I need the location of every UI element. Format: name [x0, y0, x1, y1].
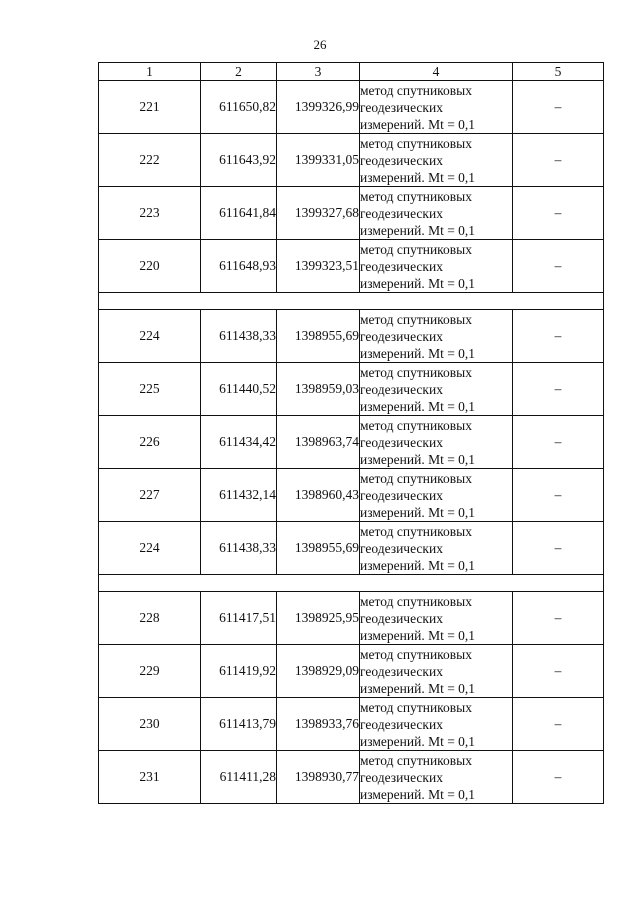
method-line: метод спутниковых — [360, 752, 472, 768]
coordinate-x-cell: 611648,93 — [201, 240, 277, 293]
coordinate-y-cell: 1398960,43 — [277, 469, 360, 522]
coordinate-y-cell: 1399331,05 — [277, 134, 360, 187]
method-line: метод спутниковых — [360, 699, 472, 715]
table-row — [99, 416, 604, 469]
coordinate-x-cell: 611438,33 — [201, 522, 277, 575]
coordinate-y-cell: 1398930,77 — [277, 751, 360, 804]
coordinate-y-cell: 1398925,95 — [277, 592, 360, 645]
coordinate-x-cell: 611411,28 — [201, 751, 277, 804]
note-cell: – — [513, 698, 604, 751]
point-number-cell: 230 — [99, 698, 201, 751]
header-col-4: 4 — [360, 63, 513, 81]
header-col-2: 2 — [201, 63, 277, 81]
method-line: геодезических — [360, 205, 443, 221]
table-row — [99, 134, 604, 187]
coordinate-x-cell: 611643,92 — [201, 134, 277, 187]
coordinate-x-cell: 611417,51 — [201, 592, 277, 645]
table-row — [99, 522, 604, 575]
method-line: метод спутниковых — [360, 135, 472, 151]
method-line: геодезических — [360, 381, 443, 397]
coordinate-x-cell: 611440,52 — [201, 363, 277, 416]
method-cell — [360, 310, 513, 363]
method-line: метод спутниковых — [360, 82, 472, 98]
separator-cell — [99, 575, 604, 592]
method-line: измерений. Mt = 0,1 — [360, 557, 476, 573]
method-cell — [360, 240, 513, 293]
method-cell — [360, 187, 513, 240]
method-line: геодезических — [360, 487, 443, 503]
point-number-cell: 228 — [99, 592, 201, 645]
note-cell: – — [513, 81, 604, 134]
method-cell — [360, 698, 513, 751]
coordinate-y-cell: 1399326,99 — [277, 81, 360, 134]
method-line: измерений. Mt = 0,1 — [360, 451, 476, 467]
note-cell: – — [513, 751, 604, 804]
coordinate-x-cell: 611650,82 — [201, 81, 277, 134]
coordinate-y-cell: 1398959,03 — [277, 363, 360, 416]
coordinate-y-cell: 1399327,68 — [277, 187, 360, 240]
point-number-cell: 229 — [99, 645, 201, 698]
method-line: измерений. Mt = 0,1 — [360, 398, 476, 414]
coordinate-x-cell: 611438,33 — [201, 310, 277, 363]
note-cell: – — [513, 134, 604, 187]
coordinate-x-cell: 611434,42 — [201, 416, 277, 469]
method-line: геодезических — [360, 152, 443, 168]
point-number-cell: 224 — [99, 522, 201, 575]
point-number-cell: 225 — [99, 363, 201, 416]
coordinates-table — [98, 62, 604, 804]
method-line: измерений. Mt = 0,1 — [360, 345, 476, 361]
method-line: геодезических — [360, 663, 443, 679]
method-line: геодезических — [360, 434, 443, 450]
point-number-cell: 224 — [99, 310, 201, 363]
method-line: измерений. Mt = 0,1 — [360, 222, 476, 238]
method-line: геодезических — [360, 716, 443, 732]
method-line: геодезических — [360, 258, 443, 274]
note-cell: – — [513, 592, 604, 645]
method-line: метод спутниковых — [360, 646, 472, 662]
table-row — [99, 645, 604, 698]
note-cell: – — [513, 310, 604, 363]
coordinate-y-cell: 1398963,74 — [277, 416, 360, 469]
table-body — [99, 81, 604, 804]
point-number-cell: 222 — [99, 134, 201, 187]
method-cell — [360, 469, 513, 522]
method-cell — [360, 751, 513, 804]
method-line: геодезических — [360, 610, 443, 626]
point-number-cell: 231 — [99, 751, 201, 804]
note-cell: – — [513, 522, 604, 575]
point-number-cell: 226 — [99, 416, 201, 469]
point-number-cell: 220 — [99, 240, 201, 293]
note-cell: – — [513, 416, 604, 469]
method-line: геодезических — [360, 769, 443, 785]
method-cell — [360, 363, 513, 416]
table-row — [99, 187, 604, 240]
coordinate-y-cell: 1398933,76 — [277, 698, 360, 751]
note-cell: – — [513, 187, 604, 240]
note-cell: – — [513, 645, 604, 698]
method-line: метод спутниковых — [360, 470, 472, 486]
method-line: измерений. Mt = 0,1 — [360, 786, 476, 802]
method-line: измерений. Mt = 0,1 — [360, 733, 476, 749]
table-row — [99, 240, 604, 293]
coordinate-y-cell: 1398955,69 — [277, 310, 360, 363]
method-line: измерений. Mt = 0,1 — [360, 680, 476, 696]
method-cell — [360, 645, 513, 698]
method-line: метод спутниковых — [360, 417, 472, 433]
header-col-3: 3 — [277, 63, 360, 81]
method-cell — [360, 592, 513, 645]
table-row — [99, 363, 604, 416]
table-row — [99, 469, 604, 522]
method-cell — [360, 522, 513, 575]
header-col-1: 1 — [99, 63, 201, 81]
method-cell — [360, 416, 513, 469]
method-line: геодезических — [360, 540, 443, 556]
point-number-cell: 227 — [99, 469, 201, 522]
table-header-row — [99, 63, 604, 81]
point-number-cell: 221 — [99, 81, 201, 134]
coordinate-y-cell: 1398929,09 — [277, 645, 360, 698]
note-cell: – — [513, 363, 604, 416]
method-line: метод спутниковых — [360, 593, 472, 609]
table-row — [99, 751, 604, 804]
table-row — [99, 310, 604, 363]
point-number-cell: 223 — [99, 187, 201, 240]
coordinate-y-cell: 1398955,69 — [277, 522, 360, 575]
method-line: геодезических — [360, 99, 443, 115]
coordinate-x-cell: 611641,84 — [201, 187, 277, 240]
table-row — [99, 81, 604, 134]
method-line: измерений. Mt = 0,1 — [360, 627, 476, 643]
method-line: метод спутниковых — [360, 311, 472, 327]
method-line: геодезических — [360, 328, 443, 344]
coordinate-y-cell: 1399323,51 — [277, 240, 360, 293]
note-cell: – — [513, 240, 604, 293]
method-line: измерений. Mt = 0,1 — [360, 504, 476, 520]
method-line: измерений. Mt = 0,1 — [360, 169, 476, 185]
coordinate-x-cell: 611413,79 — [201, 698, 277, 751]
method-line: метод спутниковых — [360, 364, 472, 380]
method-line: измерений. Mt = 0,1 — [360, 275, 476, 291]
method-line: метод спутниковых — [360, 523, 472, 539]
note-cell: – — [513, 469, 604, 522]
table-row — [99, 592, 604, 645]
method-line: метод спутниковых — [360, 241, 472, 257]
header-col-5: 5 — [513, 63, 604, 81]
method-cell — [360, 81, 513, 134]
group-separator-row — [99, 575, 604, 592]
coordinate-x-cell: 611432,14 — [201, 469, 277, 522]
group-separator-row — [99, 293, 604, 310]
method-cell — [360, 134, 513, 187]
separator-cell — [99, 293, 604, 310]
table-row — [99, 698, 604, 751]
coordinate-x-cell: 611419,92 — [201, 645, 277, 698]
page-number: 26 — [313, 37, 327, 52]
method-line: измерений. Mt = 0,1 — [360, 116, 476, 132]
method-line: метод спутниковых — [360, 188, 472, 204]
